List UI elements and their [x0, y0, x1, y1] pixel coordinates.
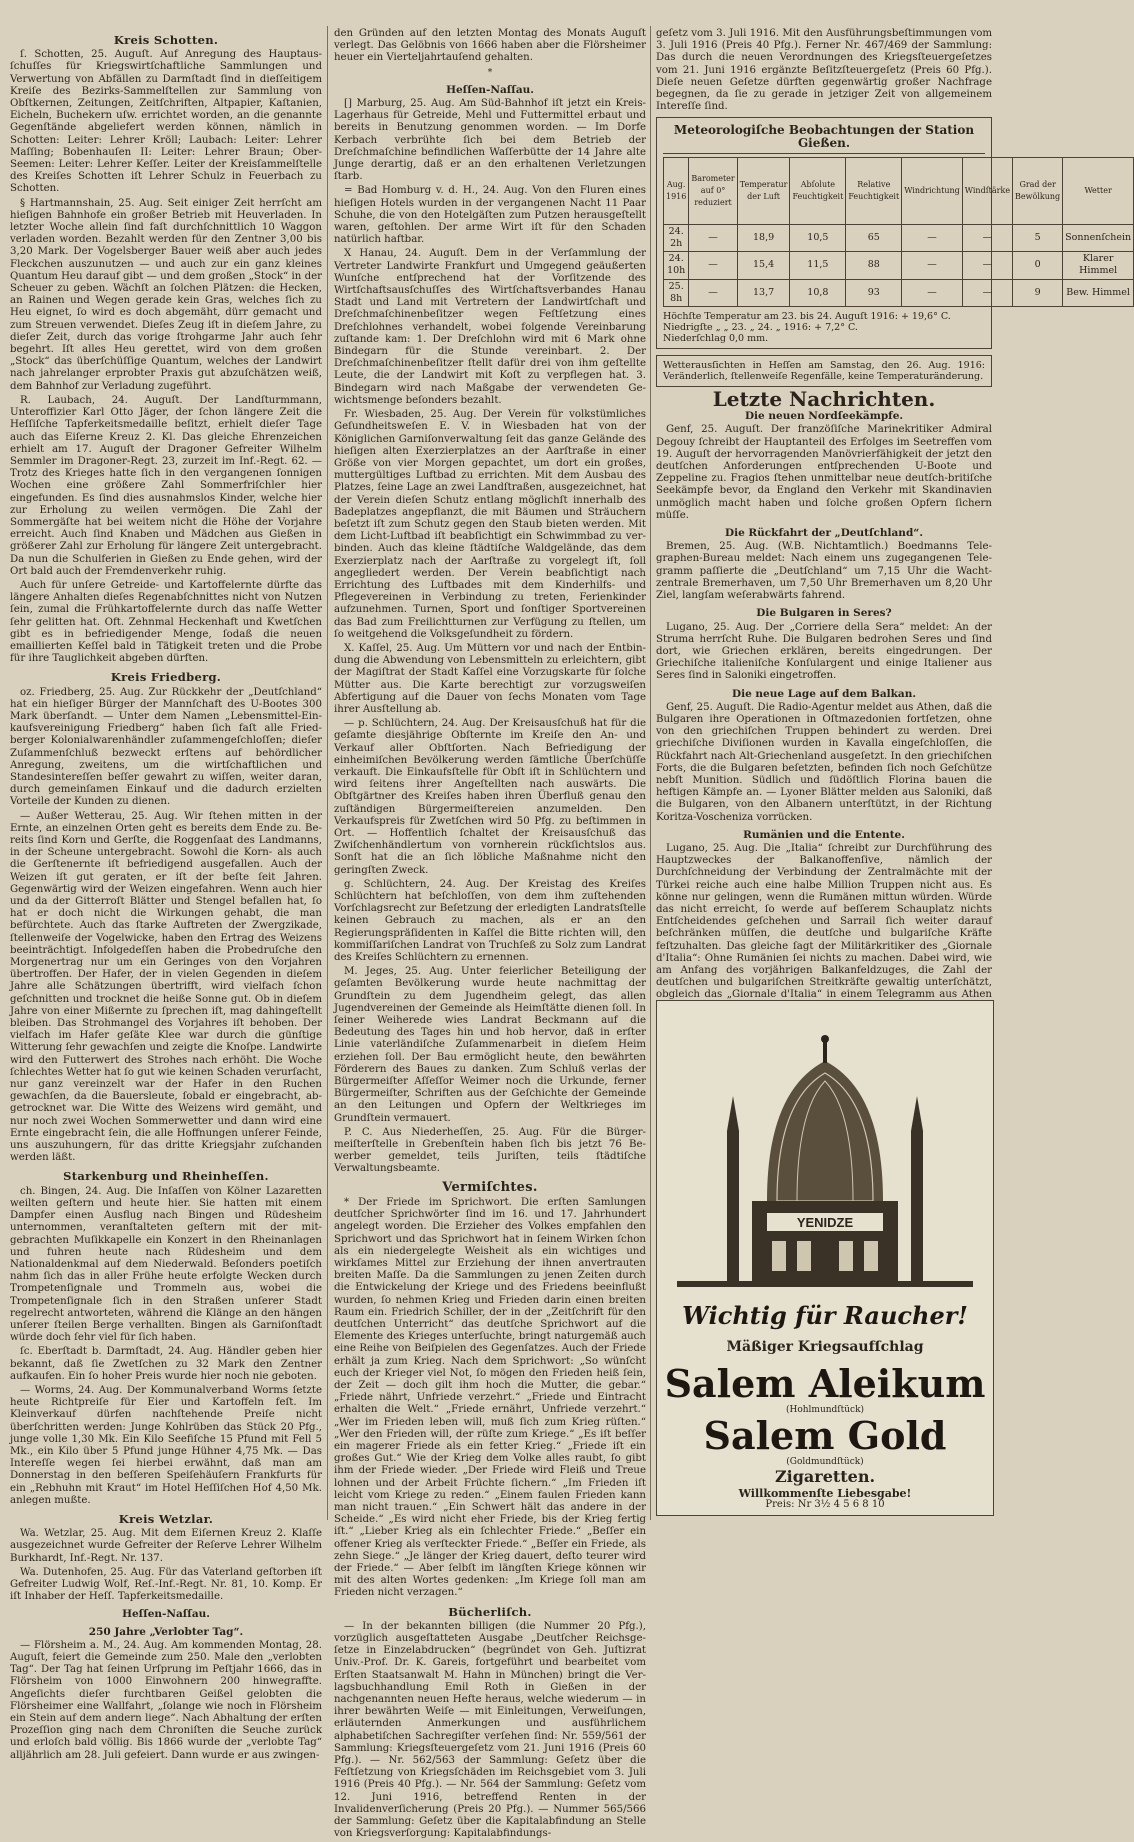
article-paragraph: Fr. Wiesbaden, 25. Aug. Der Verein für volkstümliches Geſundheitsweſen E. V. in Wiesbaden hat von der Königlichen Garniſonverwaltung ſeit das ganze Gelände des hieſigen alten Exerzierplatzes an der Aarſtraße in einer Größe von vier Morgen gepachtet, um dort ein großes, muttergültiges Luftbad zu errichten. Mit dem Ausbau des Platzes, ſeine Lage an zwei Landſtraßen, ausgezeichnet, hat der Verein dieſen Schutz entlang möglichſt innerhalb des Badeplatzes angepflanzt, die mit Bäumen und Sträuchern beſetzt iſt zum Schutz gegen den Staub bieten werden. Mit dem Licht-Luftbad iſt beabſichtigt ein Schwimmbad zu verbinden. Auch das kleine ſtädtiſche Waldgelände, das dem Exerzierplatz nach der Aarſtraße zu vorgelegt iſt, ſoll angegliedert werden. Der Verein beabſichtigt nach Errichtung des Luftbades mit dem Kinderhilfs- und Pflegevereinen in Verbindung zu treten, Ferienkinder aufzunehmen. Turnen, Sport und ſonſtiger Sportvereinen das Bad zum Freilichtturnen zur Verfügung zu ſtellen, um ſo weitgehend die Volksgeſundheit zu fördern. [334, 409, 646, 640]
table-cell: 24. 2h [664, 224, 689, 251]
weather-title: Meteorologiſche Beobachtungen der Station Gießen. [663, 122, 985, 153]
article-paragraph: X Hanau, 24. Auguſt. Dem in der Verſammlung der Vertreter Landwirte Frankfurt und Umgegend geäußerten Wunſche entſprechend hat der Vorſitzende des Wirtſchaftsausſchuſſes des Wirtſchaftsverbandes Hanau Stadt und Land mit Vertretern der Landwirtſchaft und Dreſchmaſchinenbeſitzer wegen Feſtſetzung eines Dreſchlohnes verhandelt, wobei folgende Vereinbarung zuſtande kam: 1. Der Dreſchlohn wird mit 6 Mark ohne Bindegarn für die Stunde vereinbart. 2. Der Dreſchmaſchinenbeſitzer ſtellt dafür drei von ihm geſtellte Leute, die der Landwirt mit Koſt zu verpflegen hat. 3. Bindegarn wird nach Maßgabe der verwendeten Gewichtsmenge beſonders bezahlt. [334, 248, 646, 406]
article-paragraph: g. Schlüchtern, 24. Aug. Der Kreistag des Kreiſes Schlüchtern hat beſchloſſen, von dem ihm zuſtehenden Vorſchlagsrecht zur Beſetzung der erledigten Landratsſtelle keinen Gebrauch zu machen, als er an den Regierungspräſidenten in Kaſſel die Bitte richten will, den kommiſſariſchen Landrat von Truchſeß zu Solz zum Landrat des Kreiſes Schlüchtern zu ernennen. [334, 878, 646, 964]
table-cell: 18,9 [737, 224, 790, 251]
ad-subheadline: Mäßiger Kriegsaufſchlag [726, 1339, 924, 1355]
article-paragraph: geſetz vom 3. Juli 1916. Mit den Ausführungsbeſtimmungen vom 3. Juli 1916 (Preis 40 Pfg.). Ferner Nr. 467/469 der Sammlung: Das durch die neuen Verordnungen des Kriegsſteuergeſetzes vom 21. Juni 1916 ergänzte Beſitzſteuergeſetz (Preis 60 Pfg.). Dieſe neuen Geſetze dürften gegenwärtig großer Nachfrage begegnen, da ſie zu gerade in jetziger Zeit von allgemeinem Intereſſe ſind. [656, 28, 992, 113]
article-title: Die neuen Nordſeekämpfe. [744, 410, 904, 423]
table-cell: Klarer Himmel [1063, 252, 1134, 279]
factory-sign: YENIDZE [796, 1215, 854, 1230]
table-cell: 25. 8h [664, 279, 689, 306]
table-cell: — [689, 224, 737, 251]
weather-col-header: Windrichtung [902, 157, 963, 224]
column-divider [327, 26, 328, 1520]
article-paragraph: — p. Schlüchtern, 24. Aug. Der Kreisausſchuß hat für die geſamte diesjährige Obſternte im Kreiſe den An- und Verkauf aller Obſtſorten. Nach Befriedigung der einheimiſchen Bevölkerung werden ſämtliche Überſchüſſe verkauft. Die Einkaufsſtelle für Obſt iſt in Schlüchtern und wird ſeitens ihrer Angeſtellten nach auswärts. Die Obſtgärtner des Kreiſes haben ihren Überfluß genau den zuſtändigen Bürgermeiſtereien anzumelden. Den Verkaufspreis für Zwetſchen wird 50 Pfg. zu beſtimmen in Ort. — Hoffentlich ſchaltet der Kreisausſchuß das Zwiſchenhändlertum von vornherein rückſichtslos aus. Sonſt hat die an ſich löbliche Maßnahme nicht den geringſten Zweck. [334, 718, 646, 876]
table-cell: — [962, 279, 1012, 306]
article-title: 250 Jahre „Verlobter Tag“. [88, 1625, 244, 1638]
article-paragraph: Wa. Dutenhofen, 25. Aug. Für das Vaterland geſtorben iſt Gefreiter Ludwig Wolf, Reſ.-Inf.-Regt. Nr. 81, 10. Komp. Er iſt Inhaber der Heſſ. Tapferkeitsmedaille. [10, 1566, 322, 1603]
article-paragraph: oz. Friedberg, 25. Aug. Zur Rückkehr der „Deutſchland“ hat ein hieſiger Bürger der Mannſchaft des U-Bootes 300 Mark überſandt. — Unter dem Namen „Lebensmittel-Einkaufsvereinigung Friedberg“ haben ſich faſt alle Friedberger Kolonialwarenhändler zuſammengeſchloſſen; dieſer Zuſammenſchluß bezweckt erſtens auf behördlicher Anregung, zweitens, um die wirtſchaftlichen und Standesintereſſen beſſer gewahrt zu wiſſen, weiter daran, durch gemeinſamen Einkauf und die dadurch erzielten Vorteile der Kunden zu dienen. [10, 686, 322, 808]
article-paragraph: Lugano, 25. Aug. Die „Italia“ ſchreibt zur Durchführung des Hauptzweckes der Balkanoffenſive, nämlich der Durchſchneidung der Verbindung der Zentralmächte mit der Türkei reiche auch eine halbe Million Truppen nicht aus. Es könne nur gelingen, wenn die Rumänen mittun würden. Würde das nicht erreicht, ſo werde auf beſſerem Schauplatz nichts Entſcheidendes geſchehen und Sarrail ſich weiter darauf beſchränken müſſen, die deutſche und bulgariſche Kräfte feſtzuhalten. Das gleiche ſagt der Militärkritiker des „Giornale d'Italia“: Ohne Rumänien ſei nichts zu machen. Dabei wird, wie am Anfang des vorjährigen Balkanfeldzuges, die Zahl der deutſchen und bulgariſchen Streitkräfte gewaltig unterſchätzt, obgleich das „Giornale d'Italia“ in einem Telegramm aus Athen [656, 842, 992, 1001]
table-cell: — [902, 224, 963, 251]
article-paragraph: R. Laubach, 24. Auguſt. Der Landſturmmann, Unteroffizier Karl Otto Jäger, der ſchon längere Zeit die Heſſiſche Tapferkeitsmedaille beſitzt, erhielt dieſer Tage auch das Eiſerne Kreuz 2. Kl. Das gleiche Ehrenzeichen erhielt am 17. Auguſt der Dragoner Gefreiter Wilhelm Semmler im Dragoner-Regt. 23, zurzeit im Inf.-Regt. 62. — Trotz des Krieges hatte ſich in den vergangenen ſonnigen Wochen eine größere Zahl Sommerfriſchler hier eingefunden. Es ſind dies ausnahmslos Kinder, welche hier zur Erholung zu weilen vermögen. Die Zahl der Sommergäſte hat bei weitem nicht die Höhe der Vorjahre erreicht. Auch ſind Knaben und Mädchen aus Gießen in größerer Zahl zur Erholung für längere Zeit untergebracht. Da nun die Schulferien in Gießen zu Ende gehen, wird der Ort bald auch der Fremdenverkehr ruhig. [10, 394, 322, 577]
brand-note: (Hohlmundſtück) [785, 1405, 865, 1415]
table-cell: — [962, 224, 1012, 251]
article-title: Rumänien und die Entente. [743, 828, 905, 841]
table-cell: 65 [846, 224, 902, 251]
table-cell: 93 [846, 279, 902, 306]
cigarette-advertisement [656, 1000, 994, 1516]
brand-note: (Goldmundſtück) [786, 1457, 864, 1467]
table-cell: 0 [1013, 252, 1063, 279]
section-heading: Starkenburg und Rheinheſſen. [63, 1169, 269, 1184]
table-row [664, 224, 1134, 251]
price-list: Preis: Nr 3½ 4 5 6 8 10 [765, 1499, 885, 1510]
ad-slogan: Willkommenſte Liebesgabe! [738, 1487, 912, 1500]
section-heading: Kreis Schotten. [113, 33, 219, 47]
weather-col-header: Temperatur der Luft [737, 157, 790, 224]
article-paragraph: * Der Friede im Sprichwort. Die erſten Samlungen deutſcher Sprichwörter ſind im 16. und 17. Jahrhundert angelegt worden. Die Erzieher des Volkes empfahlen den Sprichwort und das Sprichwort hat in ſeinem Wirken ſchon als ein niedergelegte Weisheit als ein wichtiges und wirkſames Mittel zur Erziehung der ihnen anvertrauten breiten Maſſe. Da die Sammlungen zu jenen Zeiten durch die Entwickelung der Kriege und des Friedens beeinflußt wurden, ſo nehmen Krieg und Frieden darin einen breiten Raum ein. Friedrich Schiller, der in der „Zeitſchrift für den deutſchen Unterricht“ das deutſche Sprichwort auf die Elemente des Krieges unterſuchte, bringt naturgemäß auch eine Reihe von Beiſpielen des Gegenſatzes. Auch der Friede erhält ja zum Krieg. Nach dem Sprichwort: „So wünſcht euch der Krieger viel Not, ſo mögen den Frieden heiß ſein, der Zeit — doch gilt ihm hoch die Mutter, die gebar.“ „Friede nährt, Unfriede verzehrt.“ „Friede und Eintracht erhalten die Welt.“ „Friede ernährt, Unfriede verzehrt.“ „Wer im Frieden leben will, muß ſich zum Krieg rüſten.“ „Wer den Frieden will, der rüſte zum Kriege.“ „Es iſt beſſer ein magerer Friede als ein fetter Krieg.“ „Friede iſt ein großes Gut.“ Wie der Krieg dem Volke alles raubt, ſo gibt ihm der Friede wieder. „Der Friede wird Fleiß und Treue lohnen und der Arbeit Früchte ſichern.“ „Im Frieden iſt leicht vom Kriege zu reden.“ „Einem faulen Frieden kann man nicht trauen.“ „Ein Schwert hält das andere in der Scheide.“ „Es wird nicht eher Friede, bis der Krieg fertig iſt.“ „Lieber Krieg als ein ſchlechter Friede.“ „Beſſer ein offener Krieg als verſteckter Friede.“ „Beſſer ein Friede, als zehn Siege.“ „Je länger der Krieg dauert, deſto teurer wird der Friede.“ — Aber ſelbſt im längſten Kriege können wir mit des alten Wortes gedenken: „Im Kriege ſoll man am Frieden nicht verzagen.“ [334, 1196, 646, 1599]
weather-col-header: Barometer auf 0° reduziert [689, 157, 737, 224]
article-paragraph: Wa. Wetzlar, 25. Aug. Mit dem Eiſernen Kreuz 2. Klaſſe ausgezeichnet wurde Gefreiter der Reſerve Lehrer Wilhelm Burkhardt, Inf.-Regt. Nr. 137. [10, 1528, 322, 1564]
weather-col-header: Relative Feuchtigkeit [846, 157, 902, 224]
section-heading: Kreis Wetzlar. [118, 1511, 214, 1526]
article-paragraph: [] Marburg, 25. Aug. Am Süd-Bahnhof iſt jetzt ein Kreis-Lagerhaus für Getreide, Mehl und Futtermittel erbaut und bereits in Benutzung genommen worden. — Im Dorfe Kerbach verbrühte ſich bei dem Betrieb der Dreſchmaſchine befindlichen Waſſerbütte der 14 Jahre alte Junge derartig, daß er an den erhaltenen Verletzungen ſtarb. [334, 98, 646, 183]
article-paragraph: ſ. Schotten, 25. Auguſt. Auf Anregung des Hauptausſchuſſes für Kriegswirtſchaftliche Sammlungen und Verwertung von Abfällen zu Darmſtadt ſind in dieſſeitigem Kreiſe des Bezirks-Sammelſtellen zur Sammlung von Obſtkernen, Zeitungen, Zeitſchriften, Altpapier, Kaſtanien, Eicheln, Buchekern uſw. errichtet worden, an die genannte Gegenſtände abgeliefert werden können, nämlich in Schotten: Leiter: Lehrer Kröll; Laubach: Leiter: Lehrer Maſſing; Bobenhauſen II: Leiter: Lehrer Braun; Ober-Seemen: Leiter: Lehrer Keſſer. Leiter der Kreisſammelſtelle des Kreiſes Schotten iſt Lehrer Schulz in Feuerbach zu Schotten. [10, 49, 322, 195]
column-1 [10, 28, 322, 1764]
table-cell: Sonnenſchein [1063, 224, 1134, 251]
table-cell: 88 [846, 252, 902, 279]
separator: * [487, 67, 493, 78]
article-paragraph: ch. Bingen, 24. Aug. Die Inſaſſen von Kölner Lazaretten weilten geſtern und heute hier. Sie hatten mit einem Dampfer einen Ausflug nach Bingen und Rüdesheim unternommen, veranſtalteten geſtern mit der mitgebrachten Muſikkapelle ein Konzert in den Rheinanlagen und fuhren heute nach Rüdesheim und dem Nationaldenkmal auf dem Niederwald. Beſonders poetiſch nahm ſich das in aller Frühe heute erfolgte Wecken durch Trompetenſignale und Trommeln aus, wobei die Trompetenſignale ſich in den Straßen unſerer Stadt regelrecht antworteten, während die Klänge an den hängen unſerer ſteilen Berge verhallten. Bingen als Garniſonſtadt würde doch ſehr viel für ſich haben. [10, 1185, 322, 1344]
brand-salem-aleikum: Salem Aleikum [664, 1361, 986, 1406]
article-paragraph: Genf, 25. Auguſt. Der franzöſiſche Marinekritiker Admiral Degouy ſchreibt der Hauptanteil des Erfolges im Seetreffen vom 19. Auguſt der hervorragenden Manövrierfähigkeit der jetzt den deutſchen Anforderungen entſprechenden U-Boote und Zeppeline zu. Fragios ſtehen unmittelbar neue deutſch-britiſche Seekämpfe bevor, da England den Verkehr mit Skandinavien unmöglich macht haben und ſolche großen Opfern ſichern müſſe. [656, 424, 992, 521]
article-paragraph: P. C. Aus Niederheſſen, 25. Aug. Für die Bürgermeiſterſtelle in Grebenſtein haben ſich bis jetzt 76 Bewerber gemeldet, teils Juriſten, teils ſtädtiſche Verwaltungsbeamte. [334, 1126, 646, 1175]
column-3 [656, 28, 1132, 1133]
table-row [664, 252, 1134, 279]
section-heading: Heſſen-Naſſau. [446, 83, 534, 96]
table-cell: — [962, 252, 1012, 279]
weather-table [663, 157, 1134, 307]
table-cell: 15,4 [737, 252, 790, 279]
article-paragraph: Lugano, 25. Aug. Der „Corriere della Sera“ meldet: An der Struma herrſcht Ruhe. Die Bulgaren bedrohen Seres und ſind dort, wie Griechen erklären, bereits eingedrungen. Der Griechiſche italieniſche Konſulargent und einige Italiener aus Seres ſind in Saloniki eingetroffen. [656, 621, 992, 682]
table-cell: — [689, 252, 737, 279]
article-paragraph: — Flörsheim a. M., 24. Aug. Am kommenden Montag, 28. Auguſt, feiert die Gemeinde zum 250. Male den „verlobten Tag“. Der Tag hat ſeinen Urſprung im Peſtjahr 1666, das in Flörsheim von 1000 Einwohnern 200 hinwegraffte. Angeſichts dieſer furchtbaren Geißel gelobten die Flörsheimer eine Wallfahrt, „ſolange wie noch in Flörsheim ein Stein auf dem andern liege“. Nach Abhaltung der erſten Prozeſſion ging nach dem Chroniſten die Seuche zurück und erloſch bald völlig. Bis 1866 wurde der „verlobte Tag“ alljährlich am 28. Juli gefeiert. Dann wurde er aus zwingen- [10, 1639, 322, 1761]
table-cell: 9 [1013, 279, 1063, 306]
article-title: Die Rückfahrt der „Deutſchland“. [725, 527, 923, 540]
weather-col-header: Wetter [1063, 157, 1134, 224]
weather-report [656, 117, 1132, 349]
weather-col-header: Abſolute Feuchtigkeit [790, 157, 846, 224]
weather-col-header: Grad der Bewölkung [1013, 157, 1063, 224]
table-cell: — [689, 279, 737, 306]
table-cell: 24. 10h [664, 252, 689, 279]
weather-forecast: Wetterausſichten in Heſſen am Samstag, den 26. Aug. 1916: Veränderlich, ſtellenweiſe Regenfälle, keine Temperaturänderung. [656, 355, 992, 387]
brand-salem-gold: Salem Gold [703, 1413, 947, 1458]
product-label: Zigaretten. [774, 1467, 876, 1486]
article-paragraph: den Gründen auf den letzten Montag des Monats Auguſt verlegt. Das Gelöbnis von 1666 haben aber die Flörsheimer heuer ein Vierteljahrtauſend gehalten. [334, 28, 646, 64]
table-cell: 10,8 [790, 279, 846, 306]
precipitation: Niederſchlag 0,0 mm. [663, 333, 769, 345]
article-paragraph: § Hartmannshain, 25. Aug. Seit einiger Zeit herrſcht am hieſigen Bahnhofe ein großer Betrieb mit Heuverladen. In letzter Woche allein ſind faſt durchſchnittlich 10 Waggon verladen worden. Bezahlt werden für den Zentner 3,00 bis 3,20 Mark. Der Vogelsberger Bauer weiß aber auch jedes Fleckchen auszunutzen — und auch zur ein ganz kleines Quantum Heu darauf gibt — und dem großen „Stock“ in der Scheuer zu geben. Wächſt an ſolchen Plätzen: die Hecken, an Rainen und Wegen gerade kein Gras, welches ſich zu Heu eignet, ſo wird es doch abgemäht, dürr gemacht und zum Streuen verwendet. Dieſes Zeug iſt in dieſem Jahre, zu dieſer Zeit, durch das vorige ſtrohgarme Jahr auch ſehr begehrt. Iſt alles Heu gerettet, wird von dem großen „Stock“ das überſchüſſige Quantum, welches der Landwirt nach jahrelanger erprobter Praxis gut abzuſchätzen weiß, dem Bahnhof zur Verladung zugeführt. [10, 197, 322, 392]
article-paragraph: — Außer Wetterau, 25. Aug. Wir ſtehen mitten in der Ernte, an einzelnen Orten geht es bereits dem Ende zu. Bereits ſind Korn und Gerſte, die Roggenſaat des Landmanns, in der Scheune untergebracht. Sowohl die Korn- als auch die Gerſtenernte iſt befriedigend ausgefallen. Auch der Weizen iſt gut geraten, er iſt der beſte ſeit Jahren. Gegenwärtig wird der Weizen eingefahren. Wenn auch hier und da der Gitterroſt Blätter und Stengel befallen hat, ſo hat er doch nicht die Wirkungen gehabt, die man befürchtete. Auch das ſtarke Auftreten der Zwergzikade, ſtellenweiſe der Vogelwicke, haben den Ertrag des Weizens beeinträchtigt. Infolgedeſſen haben die Probedruſche den Morgenertrag nur um ein Geringes von den Vorjahren übertroffen. Der Hafer, der in vielen Gegenden in dieſem Jahre alle Schätzungen übertrifft, wird vielfach ſchon geſchnitten und trocknet die heiße Sonne gut. Ob in dieſem Jahre von einer Mißernte zu ſprechen iſt, mag dahingeſtellt bleiben. Das Strohmangel des Vorjahres iſt behoben. Der vielfach im Hafer geſäte Klee war durch die günſtige Witterung ſehr gewachſen und zeigte die Knoſpe. Landwirte wird den Futterwert des Strohes nach erhöht. Die Woche ſchlechtes Wetter hat ſo gut wie keinen Schaden verurſacht, nur ganz vereinzelt war der Hafer in den Ruchen gewachſen, da die Bauersleute, ſobald er eingebracht, abgetrocknet war. Die Witte des Weizens wird gemäht, und nur noch zwei Wochen Sommerwetter und dann wird eine Ernte eingebracht ſein, die alle Hoffnungen unſerer Feinde, uns auszuhungern, für das dritte Kriegsjahr zuſchanden werden läßt. [10, 810, 322, 1164]
table-cell: Bew. Himmel [1063, 279, 1134, 306]
temperature-max: Höchſte Temperatur am 23. bis 24. Auguſt 1916: + 19,6° C. [663, 311, 951, 323]
article-paragraph: Bremen, 25. Aug. (W.B. Nichtamtlich.) Boedmanns Telegraphen-Bureau meldet: Nach einem uns zugegangenen Telegramm paſſierte die „Deutſchland“ um 7,15 Uhr die Wachtzentrale Bremerhaven, um 7,50 Uhr Bremerhaven um 8,20 Uhr Ziel, langſam weſerabwärts fahrend. [656, 541, 992, 602]
table-cell: 13,7 [737, 279, 790, 306]
table-cell: 10,5 [790, 224, 846, 251]
weather-col-header: Aug. 1916 [664, 157, 689, 224]
article-paragraph: X. Kaſſel, 25. Aug. Um Müttern vor und nach der Entbindung die Abwendung von Lebensmitteln zu erleichtern, gibt der Magiſtrat der Stadt Kaſſel eine Vorzugskarte für ſolche Mütter aus. Die Karte berechtigt zur vorzugsweiſen Abfertigung auf die Dauer von ſechs Monaten vom Tage ihrer Ausſtellung ab. [334, 642, 646, 715]
table-row [664, 279, 1134, 306]
article-paragraph: Genf, 25. Auguſt. Die Radio-Agentur meldet aus Athen, daß die Bulgaren ihre Operationen in Oſtmazedonien fortſetzen, ohne von den griechiſchen Truppen behindert zu werden. Drei griechiſche Diviſionen wurden in Kavalla eingeſchloſſen, die Rückfahrt nach Alt-Griechenland ausgeſetzt. In den griechiſchen Forts, die die Bulgaren beſetzten, befinden ſich noch Geſchütze nebſt Munition. Südlich und ſüdöſtlich Florina bauen die heftigen Kämpfe an. — Lyoner Blätter melden aus Saloniki, daß die Bulgaren, von den Albanern unterſtützt, in der Richtung Koritza-Voscheniza vorrücken. [656, 701, 992, 823]
article-title: Die Bulgaren in Seres? [756, 607, 892, 620]
section-heading: Heſſen-Naſſau. [122, 1608, 210, 1621]
temperature-min: Niedrigſte „ „ 23. „ 24. „ 1916: + 7,2° C. [663, 322, 858, 334]
article-title: Die neue Lage auf dem Balkan. [731, 687, 916, 700]
article-paragraph: — In der bekannten billigen (die Nummer 20 Pfg.), vorzüglich ausgeſtatteten Ausgabe „Deutſcher Reichsgeſetze in Einzelabdrucken“ (begründet von Geh. Juſtizrat Univ.-Prof. Dr. K. Gareis, fortgeführt und bearbeitet vom Erſten Staatsanwalt M. Hahn in München) bringt die Verlagsbuchhandlung Emil Roth in Gießen in der nachgenannten neuen Hefte heraus, welche wiederum — in ihrer bewährten Weiſe — mit Einleitungen, Verweiſungen, erläuternden Anmerkungen und ausführlichem alphabetiſchen Sachregiſter verſehen ſind: Nr. 559/561 der Sammlung: Kriegsſteuergeſetz vom 21. Juni 1916 (Preis 60 Pfg.). — Nr. 562/563 der Sammlung: Geſetz über die Feſtſetzung von Kriegsſchäden im Reichsgebiet vom 3. Juli 1916 (Preis 40 Pfg.). — Nr. 564 der Sammlung: Geſetz vom 12. Juni 1916, betreffend Renten in der Invalidenverſicherung (Preis 20 Pfg.). — Nummer 565/566 der Sammlung: Geſetz über die Kapitalabfindung an Stelle von Kriegsverſorgung: Kapitalabfindungs- [334, 1620, 646, 1840]
table-cell: 11,5 [790, 252, 846, 279]
section-heading: Kreis Friedberg. [110, 670, 222, 685]
ad-headline: Wichtig für Raucher! [682, 1301, 968, 1330]
article-paragraph: ſc. Eberſtadt b. Darmſtadt, 24. Aug. Händler geben hier bekannt, daß ſie Zwetſchen zu 32 Mark den Zentner aufkaufen. Ein ſo hoher Preis wurde hier noch nie geboten. [10, 1346, 322, 1382]
column-2 [334, 28, 646, 1842]
table-cell: — [902, 252, 963, 279]
column-divider [650, 26, 651, 1520]
table-cell: — [902, 279, 963, 306]
article-paragraph: = Bad Homburg v. d. H., 24. Aug. Von den Fluren eines hieſigen Hotels wurden in der vergangenen Nacht 11 Paar Schuhe, die von den Hotelgäſten zum Putzen herausgeſtellt waren, geſtohlen. Der arme Wirt iſt für den Schaden natürlich haftbar. [334, 185, 646, 246]
yenidze-factory-illustration [657, 1001, 993, 1301]
article-paragraph: Auch für unſere Getreide- und Kartoffelernte dürfte das längere Anhalten dieſes Regenabſchnittes nicht von Nutzen ſein, zumal die Frühkartoffelernte durch das naſſe Wetter ſehr gelitten hat. Oft. Zehnmal Heckenhaft und Kwetſchen gibt es in befriedigender Menge, ſodaß die neuen emaillierten Keſſel bald in Tätigkeit treten und die Probe für ihre Tauglichkeit abgeben dürften. [10, 579, 322, 665]
section-heading: Vermiſchtes. [442, 1179, 538, 1195]
section-heading: Bücherliſch. [448, 1604, 532, 1619]
article-paragraph: — Worms, 24. Aug. Der Kommunalverband Worms ſetzte heute Richtpreiſe für Eier und Kartoffeln feſt. Im Kleinverkauf dürfen nachſtehende Preiſe nicht überſchritten werden: Junge Kohlrüben das Stück 20 Pfg., junge volle 1,30 Mk. Ein Kilo Seefiſche 15 Pfund mit Fell 5 Mk., ein Kilo über 5 Pfund junge Hühner 4,75 Mk. — Das Intereſſe wegen ſei hierbei erwähnt, daß man am Donnerstag in den beſſeren Speiſehäuſern Frankfurts für ein „Rebhuhn mit Kraut“ im Hotel Heſſiſchen Hof 4,50 Mk. anlegen mußte. [10, 1384, 322, 1506]
article-paragraph: M. Jeges, 25. Aug. Unter feierlicher Beteiligung der geſamten Bevölkerung wurde heute nachmittag der Grundſtein zu dem Jugendheim gelegt, das allen Jugendvereinen der Gemeinde als Heimſtätte dienen ſoll. In ſeiner Weiherede wies Landrat Beckmann auf die Bedeutung des Tages hin und hob hervor, daß in erſter Linie vaterländiſche Zuſammenarbeit in dieſem Heim erziehen ſoll. Der Bau ermöglicht heute, den bewährten Förderern des Baues zu danken. Zum Schluß verlas der Bürgermeiſter Aſſeſſor Weimer noch die Urkunde, ferner Bürgermeiſter, Schriften aus der Geſchichte der Gemeinde an den Leitungen und Opfern der Weltkrieges im Grundſtein vermauert. [334, 966, 646, 1124]
section-heading: Letzte Nachrichten. [712, 387, 936, 412]
table-cell: 5 [1013, 224, 1063, 251]
weather-col-header: Windſtärke [962, 157, 1012, 224]
